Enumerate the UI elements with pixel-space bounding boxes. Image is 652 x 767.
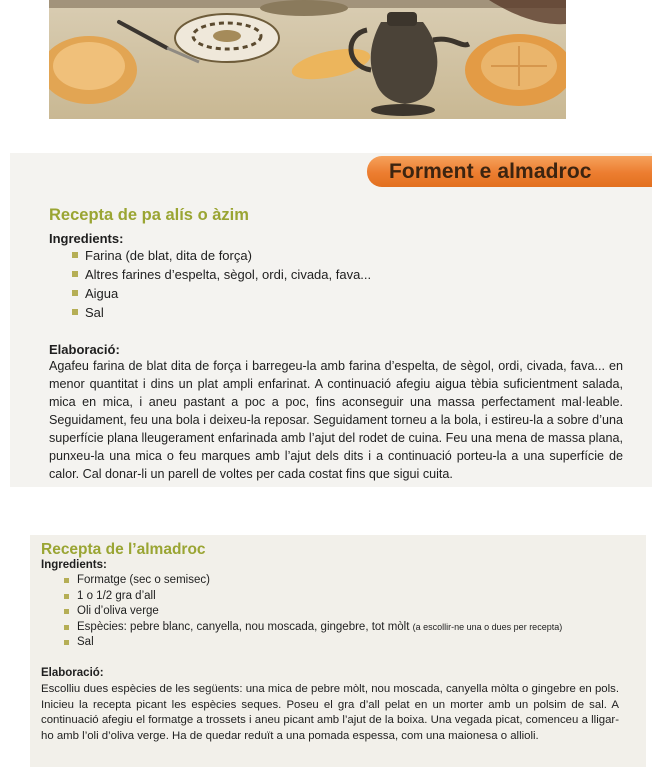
ingredient-text: Oli d’oliva verge: [77, 605, 159, 617]
recipe-almadroc-ingredients-label: Ingredients:: [41, 559, 107, 571]
recipe-pa-elaboration-text: Agafeu farina de blat dita de força i barregeu-la amb farina d’espelta, de sègol, ordi, civada, fava... en menor quantitat i dins un plat ampli enfarinat. A continuació afegiu aigua tèbia suficientment salada, mica en mica, i aneu pastant a poc a poc, fins aconseguir una massa perfectament mal·leable. Seguidament, feu una bola i deixeu-la reposar. Seguidament torneu a la bola, i estireu-la a sobre d’una superfície plana lleugerament enfarinada amb l’ajut del rodet de cuina. Feu una mena de massa plana, punxeu-la una mica o feu marques amb l’ajut dels dits i a continuació porteu-la a una superfície de calor. Cal donar-li un parell de voltes per cada costat fins que sigui cuita.: [49, 359, 623, 481]
ingredient-item: [64, 573, 562, 589]
ingredient-item: [64, 589, 562, 605]
ingredient-text: 1 o 1/2 gra d’all: [77, 589, 156, 602]
ingredient-item: [64, 635, 562, 651]
recipe-almadroc-elaboration-label: Elaboració:: [41, 667, 104, 679]
ingredient-item: Altres farines d’espelta, sègol, ordi, civada, fava...: [72, 265, 371, 284]
ingredient-item: Farina (de blat, dita de força): [72, 246, 371, 265]
recipe-almadroc-heading: Recepta de l’almadroc: [41, 541, 206, 558]
still-life-painting: [49, 0, 566, 119]
painting-illustration: [49, 0, 566, 119]
section-title-tab: [367, 156, 652, 187]
ingredient-text: Formatge (sec o semisec): [77, 574, 210, 586]
spices-note: (a escollir-ne una o dues per recepta): [412, 621, 563, 632]
ingredient-item: Sal: [72, 303, 371, 322]
ingredient-item: Aigua: [72, 284, 371, 303]
ingredient-text: Sal: [77, 636, 94, 648]
recipe-almadroc-ingredients-list: [64, 573, 562, 651]
ingredient-item: [64, 604, 562, 620]
ingredient-item: [64, 620, 562, 636]
ingredient-text: Espècies: pebre blanc, canyella, nou moscada, gingebre, tot mòlt: [77, 620, 410, 633]
recipe-pa-heading: Recepta de pa alís o àzim: [49, 206, 249, 224]
recipe-pa-ingredients-list: [72, 246, 371, 322]
section-title: Forment e almadroc: [389, 159, 592, 183]
recipe-pa-ingredients-label: Ingredients:: [49, 231, 124, 246]
recipe-pa-elaboration-label: Elaboració:: [49, 342, 120, 357]
recipe-almadroc-elaboration-text: Escolliu dues espècies de les següents: una mica de pebre mòlt, nou moscada, canyella mòlta o gingebre en pols. Inicieu la recepta picant les espècies seques. Poseu el gra d’all pelat en un morter amb un polsim de sal. A continuació afegiu el formatge a trossets i aneu picant amb l’ajut de la boixa. Una vegada picat, comenceu a lligar-ho amb l’oli d’oliva verge. Ha de quedar reduït a una pomada espessa, com una maionesa o allioli.: [41, 683, 619, 742]
